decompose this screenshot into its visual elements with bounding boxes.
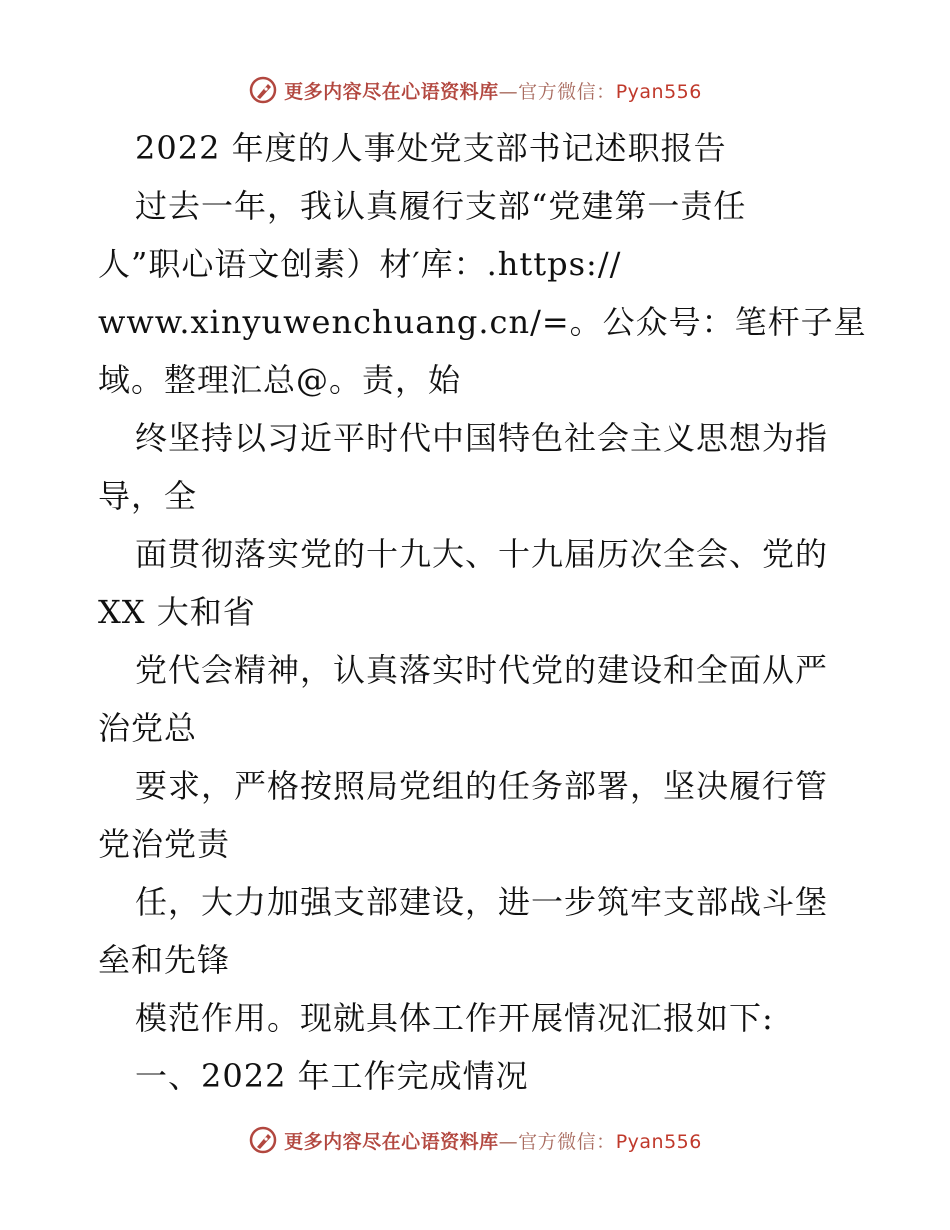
footer-banner (0, 1122, 950, 1158)
banner-title: 更多内容尽在心语资料库 (284, 80, 499, 103)
document-title: 2022 年度的人事处党支部书记述职报告 (135, 129, 727, 167)
section-heading: 一、2022 年工作完成情况 (135, 1057, 529, 1095)
paragraph-line: 人”职心语文创素）材′库：.https:// (98, 245, 622, 283)
banner-dash: — (498, 80, 519, 103)
paragraph-line: 要求，严格按照局党组的任务部署，坚决履行管 (135, 767, 829, 805)
banner-wechat-id: Pyan556 (615, 80, 702, 103)
paragraph-line: 导，全 (98, 477, 198, 515)
paragraph-line: 治党总 (98, 709, 198, 747)
footer-banner-text (284, 1127, 702, 1154)
header-banner-content (248, 75, 702, 105)
header-banner-text (284, 77, 702, 104)
paragraph-line: 任，大力加强支部建设，进一步筑牢支部战斗堡 (135, 883, 829, 921)
pen-nib-logo-icon (248, 75, 278, 105)
banner-dash: — (498, 1130, 519, 1153)
paragraph-line: XX 大和省 (98, 593, 256, 631)
header-banner (0, 72, 950, 108)
paragraph-line: 域。整理汇总@。责，始 (98, 361, 462, 399)
paragraph-line: 过去一年，我认真履行支部“党建第一责任 (135, 187, 747, 225)
banner-official-label: 官方微信： (518, 80, 616, 103)
paragraph-line: 模范作用。现就具体工作开展情况汇报如下: (135, 999, 774, 1037)
paragraph-line: 面贯彻落实党的十九大、十九届历次全会、党的 (135, 535, 829, 573)
footer-banner-content (248, 1125, 702, 1155)
paragraph-line: 党治党责 (98, 825, 231, 863)
paragraph-line: 党代会精神，认真落实时代党的建设和全面从严 (135, 651, 829, 689)
paragraph-line: 垒和先锋 (98, 941, 231, 979)
banner-title: 更多内容尽在心语资料库 (284, 1130, 499, 1153)
paragraph-line: www.xinyuwenchuang.cn/=。公众号：笔杆子星 (98, 303, 867, 341)
banner-official-label: 官方微信： (518, 1130, 616, 1153)
pen-nib-logo-icon (248, 1125, 278, 1155)
banner-wechat-id: Pyan556 (615, 1130, 702, 1153)
paragraph-line: 终坚持以习近平时代中国特色社会主义思想为指 (135, 419, 829, 457)
